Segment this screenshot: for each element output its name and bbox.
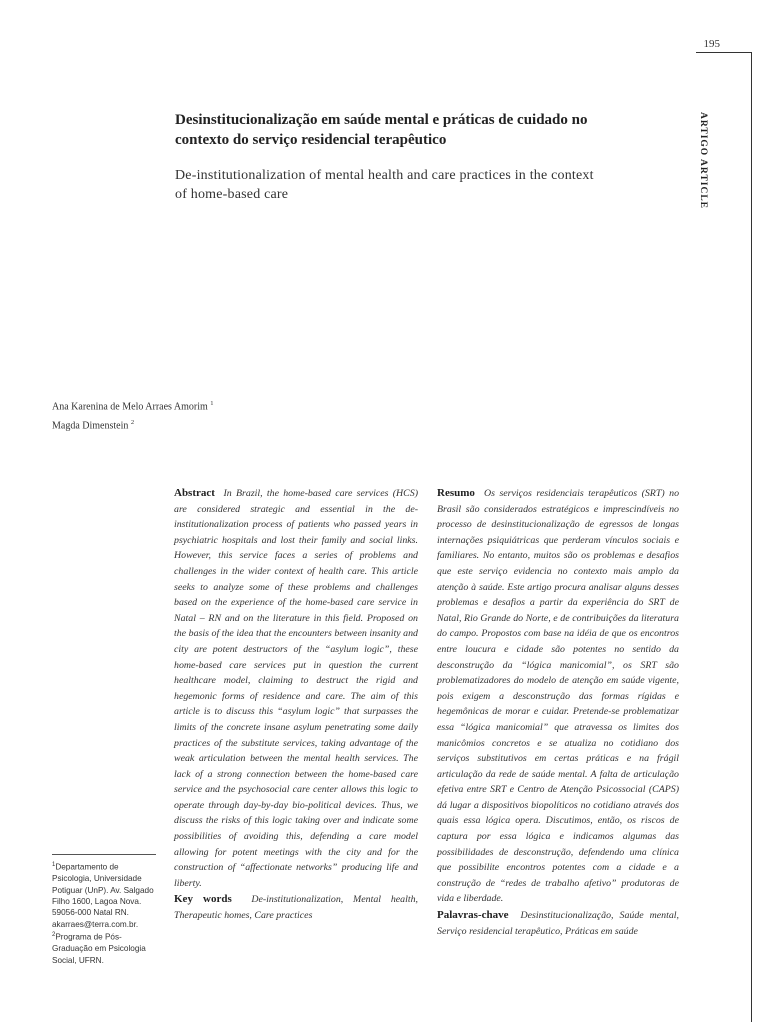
- keywords-heading: Key words: [174, 893, 232, 906]
- footnote-mark: 1: [52, 862, 56, 868]
- footnotes: [52, 860, 160, 966]
- header-rule: [696, 52, 752, 53]
- abstract-text: In Brazil, the home-based care services (HCS) are considered strategic and essential in the de-institutionalization process of patients who passed years in psychiatric hospitals and lost their family and social links. However, this service faces a series of problems and challenges in the wider context of health care. This article seeks to analyze some of these problems and challenges based on the experience of the home-based care service in Natal – RN and on the literature in this field. Proposed on the basis of the idea that the encounters between insanity and city are potent destructors of the “asylum logic”, these home-based care services put in question the current healthcare model, claiming to destruct the rigid and hegemonic forms of residence and care. The aim of this article is to discuss this “asylum logic” that surpasses the limits of the concrete insane asylum penetrating some daily practices of the substitute services, taking advantage of the weak articulation between the mental health services. The lack of a strong connection between the home-based care service and the psychosocial care center allows this logic to operate through day-by-day bio-political devices. Thus, we discuss the risks of this logic taking over and indicate some possibilities of avoiding this, defending a care model allowing for potent meetings with the city and for the construction of “affectionate networks” producing life and liberty.: [174, 488, 418, 889]
- side-rule: [751, 52, 752, 1022]
- keywords-text: De-institutionalization, Mental health, Therapeutic homes, Care practices: [174, 894, 418, 922]
- footnote-mark: 2: [52, 932, 56, 939]
- palavras-chave-text: Desinstitucionalização, Saúde mental, Serviço residencial terapêutico, Práticas em saúde: [437, 910, 680, 937]
- page-number: 195: [703, 38, 720, 50]
- resumo-text: Os serviços residenciais terapêuticos (SRT) no Brasil são considerados estratégicos e imprescindíveis no processo de desinstitucionalização de egressos de longas internações psiquiátricas que perderam vínculos sociais e familiares. No entanto, muitos são os problemas e desafios que este serviço evidencia no contexto mais amplo da atenção à saúde. Este artigo procura analisar alguns desses problemas e desafios a partir da experiência do SRT de Natal, Rio Grande do Norte, e de contribuições da literatura do campo. Propostos com base na idéia de que os encontros entre loucura e cidade são potentes no sentido da desconstrução da “lógica manicomial”, os SRT são problematizadores do modelo de atenção em saúde vigente, pois exigem a desconstrução das formas rígidas e hegemônicas de morar e cuidar. Pretende-se problematizar essa “lógica manicomial” que atravessa os limites dos manicômios concretos e se atualiza no cotidiano dos serviços substitutivos em certas práticas e na frágil articulação da rede de saúde mental. A falta de articulação efetiva entre SRT e Centro de Atenção Psicossocial (CAPS) dá lugar a dispositivos biopolíticos no cotidiano através dos quais essa lógica opera. Discutimos, então, os riscos de captura por essa lógica e indicamos algumas das possibilidades de desconstrução, defendendo uma clínica que possibilite encontros potentes com a cidade e a construção de “redes de trabalho afetivo” produtoras de vida e liberdade.: [437, 488, 680, 905]
- author: [52, 415, 352, 434]
- affiliation-mark: 2: [130, 419, 135, 427]
- footnote: [52, 860, 160, 930]
- footnote: [52, 930, 160, 966]
- author-name: Ana Karenina de Melo Arraes Amorim: [52, 401, 208, 413]
- resumo-heading: Resumo: [437, 487, 475, 499]
- palavras-chave-paragraph: [437, 908, 679, 939]
- title-portuguese: Desinstitucionalização em saúde mental e práticas de cuidado no contexto do serviço residencial terapêutico: [175, 112, 588, 148]
- footnote-rule: [52, 854, 156, 855]
- section-label: ARTIGO ARTICLE: [698, 112, 708, 210]
- abstract-heading: Abstract: [174, 487, 215, 499]
- title-english: De-institutionalization of mental health and care practices in the context of home-based care: [175, 168, 594, 202]
- palavras-chave-heading: Palavras-chave: [437, 909, 509, 922]
- abstract-column: [174, 486, 418, 924]
- abstract-paragraph: [174, 486, 418, 891]
- author-list: [52, 396, 352, 435]
- keywords-paragraph: [174, 892, 418, 923]
- resumo-paragraph: [437, 486, 679, 907]
- affiliation-mark: 1: [210, 400, 214, 407]
- author-name: Magda Dimenstein: [52, 420, 129, 432]
- footnote-text: Departamento de Psicologia, Universidade Potiguar (UnP). Av. Salgado Filho 1600, Lagoa Nova. 59056-000 Natal RN. akarraes@terra.com.br.: [52, 862, 154, 929]
- resumo-column: [437, 486, 679, 939]
- author: [52, 396, 352, 415]
- footnote-text: Programa de Pós-Graduação em Psicologia Social, UFRN.: [52, 932, 146, 965]
